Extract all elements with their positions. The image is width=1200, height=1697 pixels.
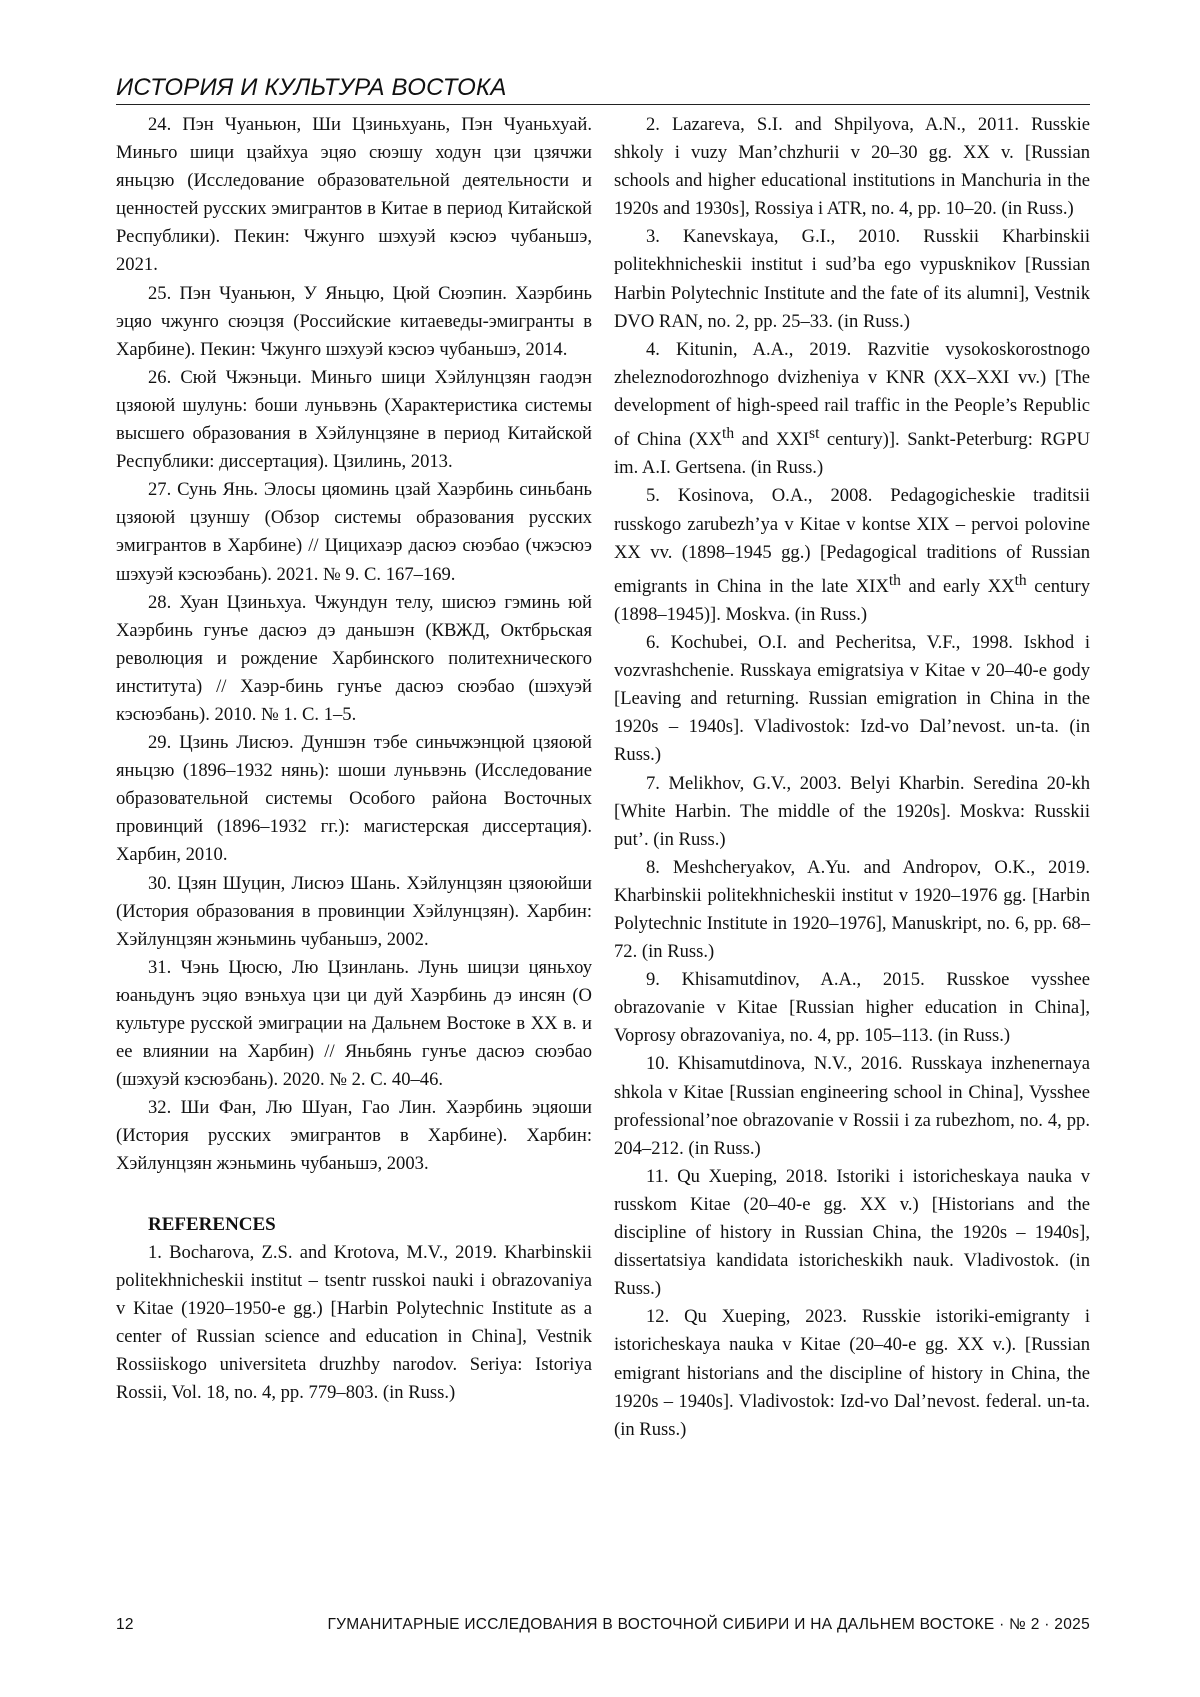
superscript: th	[1014, 571, 1027, 589]
ref-text: century)]. Sankt-Peterburg: RGPU im. A.I. Gertsena. (in Russ.)	[614, 429, 1090, 479]
reference-entry: 28. Хуан Цзиньхуа. Чжундун телу, шисюэ гэминь юй Хаэрбинь гунъе дасюэ дэ даньшэн (КВЖД, Октбрьская революция и рождение Харбинского политехнического института) // Хаэр-бинь гунъе дасюэ сюэбао (шэхуэй кэсюэбань). 2010. № 1. С. 1–5.	[116, 591, 592, 725]
ref-text: 5. Kosinova, O.A., 2008. Pedagogicheskie traditsii russkogo zarubezh’ya v Kitae v kontse XIX – pervoi polovine XX vv. (1898–1945 gg.) [Pedagogical traditions of Russian emigrants in China in the late XIX	[614, 485, 1090, 597]
reference-entry: 7. Melikhov, G.V., 2003. Belyi Kharbin. Seredina 20-kh [White Harbin. The middle of the 1920s]. Moskva: Russkii put’. (in Russ.)	[614, 772, 1090, 850]
reference-entry: 30. Цзян Шуцин, Лисюэ Шань. Хэйлунцзян цзяоюйши (История образования в провинции Хэйлунцзян). Харбин: Хэйлунцзян жэньминь чубаньшэ, 2002.	[116, 872, 592, 950]
reference-entry: 8. Meshcheryakov, A.Yu. and Andropov, O.K., 2019. Kharbinskii politekhnicheskii institut v 1920–1976 gg. [Harbin Polytechnic Institute in 1920–1976], Manuskript, no. 6, pp. 68–72. (in Russ.)	[614, 856, 1090, 963]
reference-entry: 10. Khisamutdinova, N.V., 2016. Russkaya inzhenernaya shkola v Kitae [Russian engineering school in China], Vysshee professional’noe obrazovanie v Rossii i za rubezhom, no. 4, pp. 204–212. (in Russ.)	[614, 1053, 1090, 1159]
ref-text: century (1898–1945)]. Moskva. (in Russ.)	[614, 575, 1091, 625]
page-number: 12	[116, 1616, 134, 1633]
left-column	[116, 111, 592, 1407]
reference-entry	[614, 336, 1090, 483]
running-title: ИСТОРИЯ И КУЛЬТУРА ВОСТОКА	[116, 74, 507, 101]
ref-text: and early XX	[900, 575, 1015, 597]
ref-text: 4. Kitunin, A.A., 2019. Razvitie vysokoskorostnogo zheleznodorozhnogo dvizheniya v KNR (XX–XXI vv.) [The development of high-speed rail traffic in the People’s Republic of China (XX	[614, 338, 1090, 451]
reference-entry: 1. Bocharova, Z.S. and Krotova, M.V., 2019. Kharbinskii politekhnicheskii institut – tsentr russkoi nauki i obrazovaniya v Kitae (1920–1950-e gg.) [Harbin Polytechnic Institute as a center of Russian science and education in China], Vestnik Rossiiskogo universiteta druzhby narodov. Seriya: Istoriya Rossii, Vol. 18, no. 4, pp. 779–803. (in Russ.)	[116, 1241, 592, 1404]
reference-entry: 26. Сюй Чжэньци. Миньго шици Хэйлунцзян гаодэн цзяоюй шулунь: боши луньвэнь (Характеристика системы высшего образования в Хэйлунцзяне в период Китайской Республики: диссертация). Цзилинь, 2013.	[116, 366, 592, 473]
reference-entry: 6. Kochubei, O.I. and Pecheritsa, V.F., 1998. Iskhod i vozvrashchenie. Russkaya emigratsiya v Kitae v 20–40-e gody [Leaving and returning. Russian emigration in China in the 1920s – 1940s]. Vladivostok: Izd-vo Dal’nevost. un-ta. (in Russ.)	[614, 632, 1090, 766]
right-column	[614, 111, 1090, 1444]
superscript: th	[722, 425, 735, 443]
references-heading: REFERENCES	[148, 1213, 276, 1235]
ref-text: and XXI	[734, 429, 810, 451]
reference-entry: 25. Пэн Чуаньюн, У Яньцю, Цюй Сюэпин. Хаэрбинь эцяо чжунго сюэцзя (Российские китаеведы-эмигранты в Харбине). Пекин: Чжунго шэхуэй кэсюэ чубаньшэ, 2014.	[116, 282, 592, 360]
reference-entry: 2. Lazareva, S.I. and Shpilyova, A.N., 2011. Russkie shkoly i vuzy Man’chzhurii v 20–30 gg. XX v. [Russian schools and higher educational institutions in Manchuria in the 1920s and 1930s], Rossiya i ATR, no. 4, pp. 10–20. (in Russ.)	[614, 114, 1090, 220]
reference-entry: 24. Пэн Чуаньюн, Ши Цзиньхуань, Пэн Чуаньхуай. Миньго шици цзайхуа эцяо сюэшу ходун цзи цзячжи яньцзю (Исследование образовательной деятельности и ценностей русских эмигрантов в Китае в период Китайской Республики). Пекин: Чжунго шэхуэй кэсюэ чубаньшэ, 2021.	[116, 114, 592, 276]
reference-entry: 9. Khisamutdinov, A.A., 2015. Russkoe vysshee obrazovanie v Kitae [Russian higher education in China], Voprosy obrazovaniya, no. 4, pp. 105–113. (in Russ.)	[614, 969, 1090, 1047]
reference-entry: 32. Ши Фан, Лю Шуан, Гао Лин. Хаэрбинь эцяоши (История русских эмигрантов в Харбине). Харбин: Хэйлунцзян жэньминь чубаньшэ, 2003.	[116, 1097, 592, 1175]
reference-entry	[614, 482, 1090, 629]
reference-entry: 3. Kanevskaya, G.I., 2010. Russkii Kharbinskii politekhnicheskii institut i sud’ba ego vypusknikov [Russian Harbin Polytechnic Institute and the fate of its alumni], Vestnik DVO RAN, no. 2, pp. 25–33. (in Russ.)	[614, 226, 1090, 332]
reference-entry: 11. Qu Xueping, 2018. Istoriki i istoricheskaya nauka v russkom Kitae (20–40-e gg. XX v.) [Historians and the discipline of history in Russian China, the 1920s – 1940s], dissertatsiya kandidata istoricheskikh nauk. Vladivostok. (in Russ.)	[614, 1165, 1090, 1300]
reference-entry: 12. Qu Xueping, 2023. Russkie istoriki-emigranty i istoricheskaya nauka v Kitae (20–40-e gg. XX v.). [Russian emigrant historians and the discipline of history in China, the 1920s – 1940s]. Vladivostok: Izd-vo Dal’nevost. federal. un-ta. (in Russ.)	[614, 1306, 1090, 1440]
header-rule	[116, 104, 1090, 105]
reference-entry: 29. Цзинь Лисюэ. Дуншэн тэбе синьчжэнцюй цзяоюй яньцзю (1896–1932 нянь): шоши луньвэнь (Исследование образовательной системы Особого района Восточных провинций (1896–1932 гг.): магистерская диссертация). Харбин, 2010.	[116, 732, 592, 866]
reference-entry: 27. Сунь Янь. Элосы цяоминь цзай Хаэрбинь синьбань цзяоюй цзуншу (Обзор системы образования русских эмигрантов в Харбине) // Цицихаэр дасюэ сюэбао (чжэсюэ шэхуэй кэсюэбань). 2021. № 9. С. 167–169.	[116, 479, 592, 585]
superscript: th	[888, 571, 901, 589]
journal-title: ГУМАНИТАРНЫЕ ИССЛЕДОВАНИЯ В ВОСТОЧНОЙ СИБИРИ И НА ДАЛЬНЕМ ВОСТОКЕ · № 2 · 2025	[327, 1616, 1090, 1633]
superscript: st	[809, 425, 820, 443]
reference-entry: 31. Чэнь Цюсю, Лю Цзинлань. Лунь шицзи цяньхоу юаньдунъ эцяо вэньхуа цзи ци дуй Хаэрбинь дэ инсян (О культуре русской эмиграции на Дальнем Востоке в XX в. и ее влиянии на Харбин) // Яньбянь гунъе дасюэ сюэбао (шэхуэй кэсюэбань). 2020. № 2. С. 40–46.	[116, 956, 592, 1091]
